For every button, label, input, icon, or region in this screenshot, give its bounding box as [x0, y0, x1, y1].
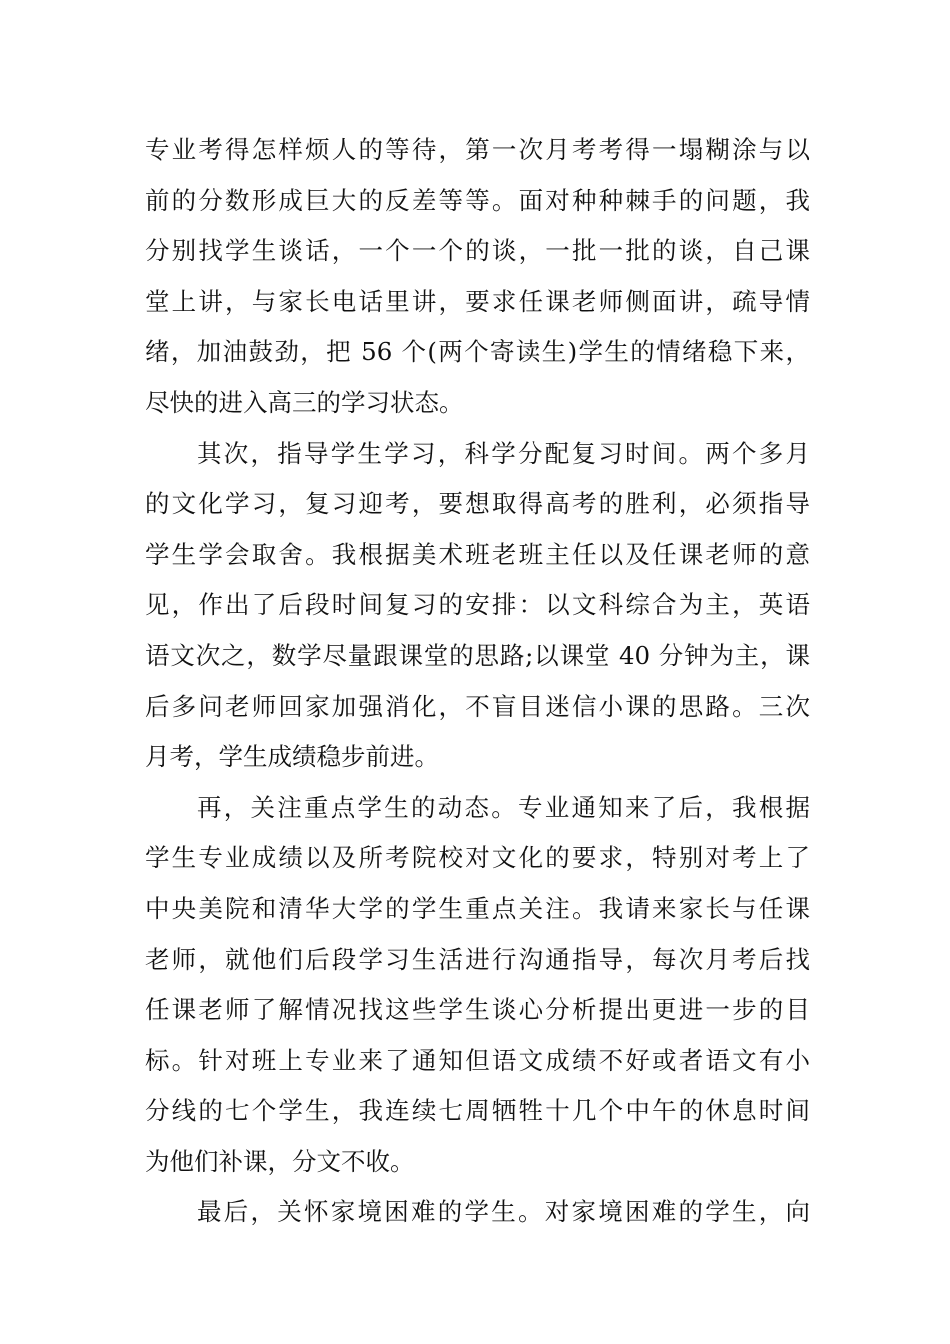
text-line: 分别找学生谈话，一个一个的谈，一批一批的谈，自己课 — [145, 236, 810, 266]
text-line: 老师，就他们后段学习生活进行沟通指导，每次月考后找 — [145, 944, 810, 974]
paragraph-first-line: 最后，关怀家境困难的学生。对家境困难的学生，向 — [197, 1197, 810, 1227]
text-line: 前的分数形成巨大的反差等等。面对种种棘手的问题，我 — [145, 185, 810, 215]
document-body — [145, 125, 810, 1238]
text-line: 中央美院和清华大学的学生重点关注。我请来家长与任课 — [145, 893, 810, 923]
text-line: 标。针对班上专业来了通知但语文成绩不好或者语文有小 — [145, 1045, 810, 1075]
text-line: 绪，加油鼓劲，把 56 个(两个寄读生)学生的情绪稳下来， — [145, 337, 810, 367]
text-line: 语文次之，数学尽量跟课堂的思路;以课堂 40 分钟为主，课 — [145, 640, 810, 670]
text-line: 见，作出了后段时间复习的安排：以文科综合为主，英语 — [145, 590, 810, 620]
text-line: 尽快的进入高三的学习状态。 — [145, 387, 464, 417]
text-line: 任课老师了解情况找这些学生谈心分析提出更进一步的目 — [145, 995, 810, 1025]
text-line: 为他们补课，分文不收。 — [145, 1146, 415, 1176]
text-line: 月考，学生成绩稳步前进。 — [145, 742, 439, 772]
text-line: 分线的七个学生，我连续七周牺牲十几个中午的休息时间 — [145, 1096, 810, 1126]
text-line: 堂上讲，与家长电话里讲，要求任课老师侧面讲，疏导情 — [145, 286, 810, 316]
paragraph-first-line: 再，关注重点学生的动态。专业通知来了后，我根据 — [197, 792, 810, 822]
text-line: 的文化学习，复习迎考，要想取得高考的胜利，必须指导 — [145, 489, 810, 519]
paragraph-first-line: 其次，指导学生学习，科学分配复习时间。两个多月 — [197, 438, 810, 468]
text-line: 学生专业成绩以及所考院校对文化的要求，特别对考上了 — [145, 843, 810, 873]
text-line: 后多问老师回家加强消化，不盲目迷信小课的思路。三次 — [145, 691, 810, 721]
text-line: 专业考得怎样烦人的等待，第一次月考考得一塌糊涂与以 — [145, 135, 810, 164]
text-line: 学生学会取舍。我根据美术班老班主任以及任课老师的意 — [145, 539, 810, 569]
